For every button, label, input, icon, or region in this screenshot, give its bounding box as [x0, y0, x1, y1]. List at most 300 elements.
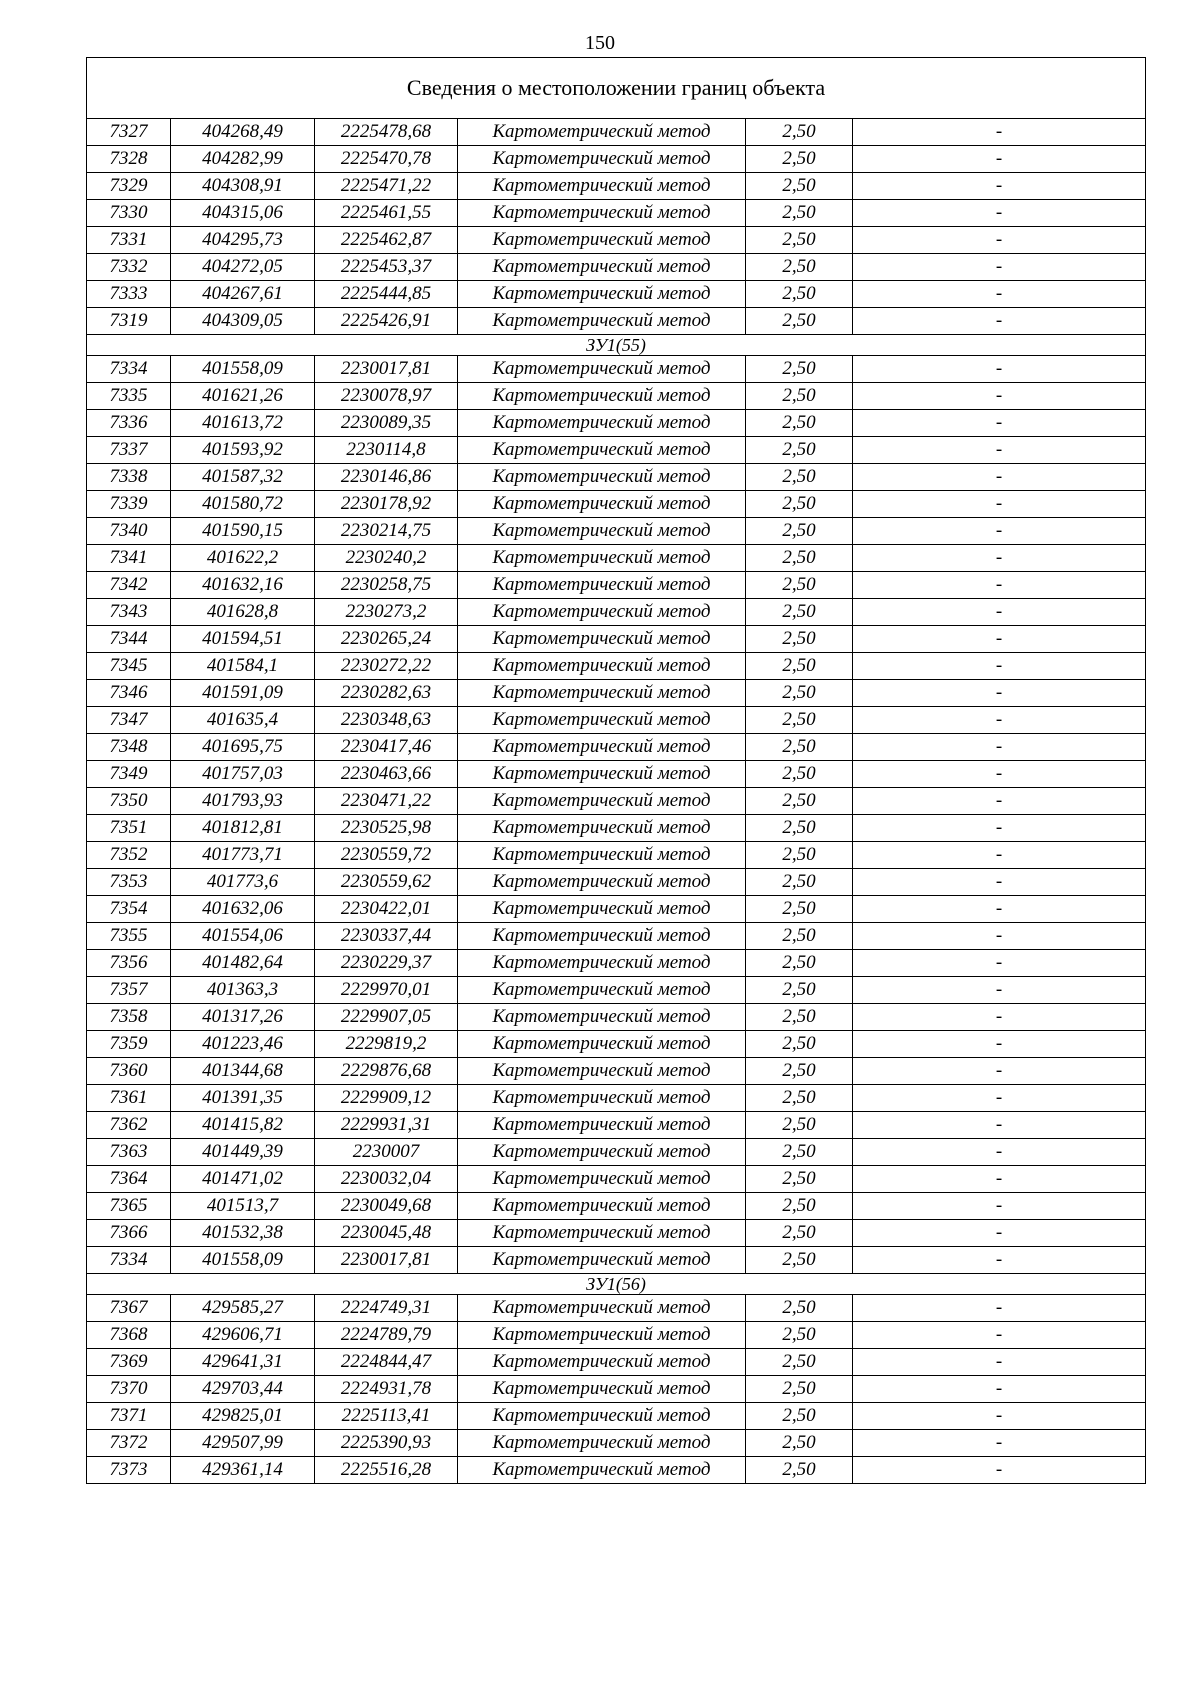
description-cell: -: [853, 1322, 1146, 1349]
y-coordinate-cell: 2224749,31: [315, 1295, 458, 1322]
x-coordinate-cell: 401613,72: [171, 410, 315, 437]
table-row: [87, 1295, 1146, 1322]
table-row: [87, 1031, 1146, 1058]
accuracy-cell: 2,50: [746, 1322, 853, 1349]
point-number-cell: 7347: [87, 707, 171, 734]
accuracy-cell: 2,50: [746, 707, 853, 734]
description-cell: -: [853, 356, 1146, 383]
method-cell: Картометрический метод: [458, 869, 746, 896]
x-coordinate-cell: 429825,01: [171, 1403, 315, 1430]
y-coordinate-cell: 2230017,81: [315, 1247, 458, 1274]
method-cell: Картометрический метод: [458, 545, 746, 572]
x-coordinate-cell: 401621,26: [171, 383, 315, 410]
x-coordinate-cell: 429361,14: [171, 1457, 315, 1484]
y-coordinate-cell: 2230463,66: [315, 761, 458, 788]
x-coordinate-cell: 429585,27: [171, 1295, 315, 1322]
y-coordinate-cell: 2230146,86: [315, 464, 458, 491]
accuracy-cell: 2,50: [746, 761, 853, 788]
accuracy-cell: 2,50: [746, 599, 853, 626]
table-row: [87, 464, 1146, 491]
accuracy-cell: 2,50: [746, 734, 853, 761]
x-coordinate-cell: 404272,05: [171, 254, 315, 281]
description-cell: -: [853, 308, 1146, 335]
description-cell: -: [853, 119, 1146, 146]
accuracy-cell: 2,50: [746, 119, 853, 146]
x-coordinate-cell: 401363,3: [171, 977, 315, 1004]
x-coordinate-cell: 401558,09: [171, 356, 315, 383]
method-cell: Картометрический метод: [458, 1247, 746, 1274]
description-cell: -: [853, 1058, 1146, 1085]
x-coordinate-cell: 429703,44: [171, 1376, 315, 1403]
y-coordinate-cell: 2229970,01: [315, 977, 458, 1004]
x-coordinate-cell: 404315,06: [171, 200, 315, 227]
accuracy-cell: 2,50: [746, 680, 853, 707]
description-cell: -: [853, 1457, 1146, 1484]
point-number-cell: 7369: [87, 1349, 171, 1376]
y-coordinate-cell: 2230417,46: [315, 734, 458, 761]
method-cell: Картометрический метод: [458, 1457, 746, 1484]
point-number-cell: 7365: [87, 1193, 171, 1220]
y-coordinate-cell: 2230017,81: [315, 356, 458, 383]
method-cell: Картометрический метод: [458, 1058, 746, 1085]
x-coordinate-cell: 401757,03: [171, 761, 315, 788]
description-cell: -: [853, 572, 1146, 599]
table-row: [87, 734, 1146, 761]
point-number-cell: 7330: [87, 200, 171, 227]
table-row: [87, 896, 1146, 923]
description-cell: -: [853, 734, 1146, 761]
y-coordinate-cell: 2230348,63: [315, 707, 458, 734]
table-row: [87, 518, 1146, 545]
x-coordinate-cell: 401695,75: [171, 734, 315, 761]
point-number-cell: 7335: [87, 383, 171, 410]
y-coordinate-cell: 2230422,01: [315, 896, 458, 923]
description-cell: -: [853, 1403, 1146, 1430]
x-coordinate-cell: 401773,71: [171, 842, 315, 869]
point-number-cell: 7359: [87, 1031, 171, 1058]
y-coordinate-cell: 2230525,98: [315, 815, 458, 842]
method-cell: Картометрический метод: [458, 491, 746, 518]
point-number-cell: 7363: [87, 1139, 171, 1166]
accuracy-cell: 2,50: [746, 788, 853, 815]
description-cell: -: [853, 518, 1146, 545]
x-coordinate-cell: 401593,92: [171, 437, 315, 464]
point-number-cell: 7329: [87, 173, 171, 200]
method-cell: Картометрический метод: [458, 1322, 746, 1349]
table-row: [87, 842, 1146, 869]
y-coordinate-cell: 2230240,2: [315, 545, 458, 572]
table-row: [87, 437, 1146, 464]
description-cell: -: [853, 1376, 1146, 1403]
accuracy-cell: 2,50: [746, 653, 853, 680]
x-coordinate-cell: 401513,7: [171, 1193, 315, 1220]
x-coordinate-cell: 401554,06: [171, 923, 315, 950]
table-row: [87, 1247, 1146, 1274]
table-title: Сведения о местоположении границ объекта: [87, 58, 1146, 119]
description-cell: -: [853, 281, 1146, 308]
description-cell: -: [853, 1139, 1146, 1166]
table-row: [87, 1193, 1146, 1220]
y-coordinate-cell: 2230272,22: [315, 653, 458, 680]
y-coordinate-cell: 2225478,68: [315, 119, 458, 146]
method-cell: Картометрический метод: [458, 950, 746, 977]
accuracy-cell: 2,50: [746, 437, 853, 464]
accuracy-cell: 2,50: [746, 1430, 853, 1457]
method-cell: Картометрический метод: [458, 896, 746, 923]
method-cell: Картометрический метод: [458, 119, 746, 146]
table-row: [87, 200, 1146, 227]
point-number-cell: 7356: [87, 950, 171, 977]
table-row: [87, 1166, 1146, 1193]
accuracy-cell: 2,50: [746, 308, 853, 335]
description-cell: -: [853, 200, 1146, 227]
x-coordinate-cell: 401628,8: [171, 599, 315, 626]
point-number-cell: 7370: [87, 1376, 171, 1403]
description-cell: -: [853, 437, 1146, 464]
table-row: [87, 923, 1146, 950]
description-cell: -: [853, 410, 1146, 437]
table-row: [87, 1457, 1146, 1484]
point-number-cell: 7339: [87, 491, 171, 518]
accuracy-cell: 2,50: [746, 518, 853, 545]
method-cell: Картометрический метод: [458, 707, 746, 734]
description-cell: -: [853, 815, 1146, 842]
x-coordinate-cell: 401594,51: [171, 626, 315, 653]
description-cell: -: [853, 1247, 1146, 1274]
x-coordinate-cell: 404282,99: [171, 146, 315, 173]
x-coordinate-cell: 401591,09: [171, 680, 315, 707]
description-cell: -: [853, 1193, 1146, 1220]
method-cell: Картометрический метод: [458, 1403, 746, 1430]
description-cell: -: [853, 491, 1146, 518]
accuracy-cell: 2,50: [746, 1139, 853, 1166]
point-number-cell: 7361: [87, 1085, 171, 1112]
accuracy-cell: 2,50: [746, 1349, 853, 1376]
accuracy-cell: 2,50: [746, 1058, 853, 1085]
y-coordinate-cell: 2225461,55: [315, 200, 458, 227]
table-row: [87, 119, 1146, 146]
method-cell: Картометрический метод: [458, 308, 746, 335]
table-row: [87, 491, 1146, 518]
point-number-cell: 7372: [87, 1430, 171, 1457]
method-cell: Картометрический метод: [458, 761, 746, 788]
point-number-cell: 7373: [87, 1457, 171, 1484]
table-row: [87, 410, 1146, 437]
description-cell: -: [853, 842, 1146, 869]
description-cell: -: [853, 653, 1146, 680]
method-cell: Картометрический метод: [458, 1004, 746, 1031]
table-row: [87, 1349, 1146, 1376]
accuracy-cell: 2,50: [746, 1085, 853, 1112]
accuracy-cell: 2,50: [746, 1166, 853, 1193]
description-cell: -: [853, 254, 1146, 281]
accuracy-cell: 2,50: [746, 1193, 853, 1220]
point-number-cell: 7367: [87, 1295, 171, 1322]
x-coordinate-cell: 401632,16: [171, 572, 315, 599]
accuracy-cell: 2,50: [746, 896, 853, 923]
point-number-cell: 7341: [87, 545, 171, 572]
x-coordinate-cell: 404268,49: [171, 119, 315, 146]
x-coordinate-cell: 401812,81: [171, 815, 315, 842]
description-cell: -: [853, 599, 1146, 626]
y-coordinate-cell: 2230049,68: [315, 1193, 458, 1220]
point-number-cell: 7348: [87, 734, 171, 761]
table-row: [87, 1220, 1146, 1247]
accuracy-cell: 2,50: [746, 842, 853, 869]
table-title-row: [87, 58, 1146, 119]
method-cell: Картометрический метод: [458, 572, 746, 599]
accuracy-cell: 2,50: [746, 200, 853, 227]
point-number-cell: 7338: [87, 464, 171, 491]
method-cell: Картометрический метод: [458, 923, 746, 950]
point-number-cell: 7360: [87, 1058, 171, 1085]
point-number-cell: 7334: [87, 1247, 171, 1274]
accuracy-cell: 2,50: [746, 1004, 853, 1031]
section-label: ЗУ1(56): [87, 1274, 1146, 1295]
accuracy-cell: 2,50: [746, 1376, 853, 1403]
table-row: [87, 1376, 1146, 1403]
accuracy-cell: 2,50: [746, 146, 853, 173]
table-row: [87, 1058, 1146, 1085]
method-cell: Картометрический метод: [458, 1376, 746, 1403]
x-coordinate-cell: 404295,73: [171, 227, 315, 254]
accuracy-cell: 2,50: [746, 815, 853, 842]
point-number-cell: 7333: [87, 281, 171, 308]
y-coordinate-cell: 2230214,75: [315, 518, 458, 545]
description-cell: -: [853, 896, 1146, 923]
accuracy-cell: 2,50: [746, 977, 853, 1004]
accuracy-cell: 2,50: [746, 464, 853, 491]
point-number-cell: 7355: [87, 923, 171, 950]
accuracy-cell: 2,50: [746, 227, 853, 254]
method-cell: Картометрический метод: [458, 281, 746, 308]
description-cell: -: [853, 1031, 1146, 1058]
accuracy-cell: 2,50: [746, 923, 853, 950]
table-row: [87, 680, 1146, 707]
point-number-cell: 7342: [87, 572, 171, 599]
accuracy-cell: 2,50: [746, 869, 853, 896]
y-coordinate-cell: 2230282,63: [315, 680, 458, 707]
method-cell: Картометрический метод: [458, 1193, 746, 1220]
x-coordinate-cell: 401587,32: [171, 464, 315, 491]
table-row: [87, 788, 1146, 815]
description-cell: -: [853, 1349, 1146, 1376]
accuracy-cell: 2,50: [746, 491, 853, 518]
x-coordinate-cell: 401584,1: [171, 653, 315, 680]
table-row: [87, 146, 1146, 173]
description-cell: -: [853, 923, 1146, 950]
table-row: [87, 383, 1146, 410]
accuracy-cell: 2,50: [746, 950, 853, 977]
accuracy-cell: 2,50: [746, 281, 853, 308]
accuracy-cell: 2,50: [746, 1112, 853, 1139]
description-cell: -: [853, 1085, 1146, 1112]
description-cell: -: [853, 680, 1146, 707]
y-coordinate-cell: 2224931,78: [315, 1376, 458, 1403]
point-number-cell: 7358: [87, 1004, 171, 1031]
y-coordinate-cell: 2229907,05: [315, 1004, 458, 1031]
point-number-cell: 7334: [87, 356, 171, 383]
description-cell: -: [853, 977, 1146, 1004]
x-coordinate-cell: 401580,72: [171, 491, 315, 518]
method-cell: Картометрический метод: [458, 1295, 746, 1322]
table-row: [87, 815, 1146, 842]
y-coordinate-cell: 2224844,47: [315, 1349, 458, 1376]
y-coordinate-cell: 2225470,78: [315, 146, 458, 173]
table-row: [87, 1112, 1146, 1139]
x-coordinate-cell: 401622,2: [171, 545, 315, 572]
table-row: [87, 1430, 1146, 1457]
description-cell: -: [853, 227, 1146, 254]
point-number-cell: 7337: [87, 437, 171, 464]
method-cell: Картометрический метод: [458, 146, 746, 173]
x-coordinate-cell: 401415,82: [171, 1112, 315, 1139]
section-label: ЗУ1(55): [87, 335, 1146, 356]
method-cell: Картометрический метод: [458, 815, 746, 842]
y-coordinate-cell: 2230265,24: [315, 626, 458, 653]
method-cell: Картометрический метод: [458, 977, 746, 1004]
y-coordinate-cell: 2229931,31: [315, 1112, 458, 1139]
description-cell: -: [853, 545, 1146, 572]
y-coordinate-cell: 2230178,92: [315, 491, 458, 518]
x-coordinate-cell: 401532,38: [171, 1220, 315, 1247]
point-number-cell: 7362: [87, 1112, 171, 1139]
y-coordinate-cell: 2230007: [315, 1139, 458, 1166]
y-coordinate-cell: 2229819,2: [315, 1031, 458, 1058]
method-cell: Картометрический метод: [458, 227, 746, 254]
y-coordinate-cell: 2230089,35: [315, 410, 458, 437]
accuracy-cell: 2,50: [746, 572, 853, 599]
accuracy-cell: 2,50: [746, 1220, 853, 1247]
table-row: [87, 599, 1146, 626]
point-number-cell: 7350: [87, 788, 171, 815]
y-coordinate-cell: 2225113,41: [315, 1403, 458, 1430]
point-number-cell: 7319: [87, 308, 171, 335]
description-cell: -: [853, 1295, 1146, 1322]
table-row: [87, 761, 1146, 788]
table-row: [87, 707, 1146, 734]
y-coordinate-cell: 2229876,68: [315, 1058, 458, 1085]
table-row: [87, 356, 1146, 383]
y-coordinate-cell: 2230045,48: [315, 1220, 458, 1247]
method-cell: Картометрический метод: [458, 200, 746, 227]
x-coordinate-cell: 401793,93: [171, 788, 315, 815]
y-coordinate-cell: 2225390,93: [315, 1430, 458, 1457]
method-cell: Картометрический метод: [458, 410, 746, 437]
description-cell: -: [853, 707, 1146, 734]
y-coordinate-cell: 2230337,44: [315, 923, 458, 950]
x-coordinate-cell: 404309,05: [171, 308, 315, 335]
method-cell: Картометрический метод: [458, 1085, 746, 1112]
x-coordinate-cell: 404308,91: [171, 173, 315, 200]
method-cell: Картометрический метод: [458, 173, 746, 200]
table-row: [87, 1004, 1146, 1031]
description-cell: -: [853, 788, 1146, 815]
point-number-cell: 7351: [87, 815, 171, 842]
method-cell: Картометрический метод: [458, 1031, 746, 1058]
accuracy-cell: 2,50: [746, 173, 853, 200]
description-cell: -: [853, 761, 1146, 788]
point-number-cell: 7340: [87, 518, 171, 545]
y-coordinate-cell: 2230559,72: [315, 842, 458, 869]
point-number-cell: 7345: [87, 653, 171, 680]
x-coordinate-cell: 401590,15: [171, 518, 315, 545]
y-coordinate-cell: 2225471,22: [315, 173, 458, 200]
method-cell: Картометрический метод: [458, 680, 746, 707]
point-number-cell: 7354: [87, 896, 171, 923]
y-coordinate-cell: 2230229,37: [315, 950, 458, 977]
table-row: [87, 281, 1146, 308]
point-number-cell: 7336: [87, 410, 171, 437]
method-cell: Картометрический метод: [458, 254, 746, 281]
boundary-coordinates-table: [86, 57, 1146, 1484]
table-row: [87, 869, 1146, 896]
table-row: [87, 977, 1146, 1004]
point-number-cell: 7368: [87, 1322, 171, 1349]
method-cell: Картометрический метод: [458, 1139, 746, 1166]
description-cell: -: [853, 1166, 1146, 1193]
accuracy-cell: 2,50: [746, 410, 853, 437]
table-row: [87, 173, 1146, 200]
y-coordinate-cell: 2224789,79: [315, 1322, 458, 1349]
point-number-cell: 7357: [87, 977, 171, 1004]
table-row: [87, 1085, 1146, 1112]
accuracy-cell: 2,50: [746, 254, 853, 281]
description-cell: -: [853, 464, 1146, 491]
accuracy-cell: 2,50: [746, 356, 853, 383]
point-number-cell: 7327: [87, 119, 171, 146]
y-coordinate-cell: 2230078,97: [315, 383, 458, 410]
x-coordinate-cell: 429507,99: [171, 1430, 315, 1457]
y-coordinate-cell: 2230471,22: [315, 788, 458, 815]
description-cell: -: [853, 950, 1146, 977]
point-number-cell: 7344: [87, 626, 171, 653]
table-row: [87, 1139, 1146, 1166]
point-number-cell: 7364: [87, 1166, 171, 1193]
accuracy-cell: 2,50: [746, 1457, 853, 1484]
point-number-cell: 7352: [87, 842, 171, 869]
section-header-row: [87, 1274, 1146, 1295]
point-number-cell: 7332: [87, 254, 171, 281]
description-cell: -: [853, 1004, 1146, 1031]
y-coordinate-cell: 2230114,8: [315, 437, 458, 464]
x-coordinate-cell: 401344,68: [171, 1058, 315, 1085]
description-cell: -: [853, 1220, 1146, 1247]
table-row: [87, 227, 1146, 254]
method-cell: Картометрический метод: [458, 464, 746, 491]
method-cell: Картометрический метод: [458, 653, 746, 680]
table-row: [87, 950, 1146, 977]
x-coordinate-cell: 401773,6: [171, 869, 315, 896]
x-coordinate-cell: 404267,61: [171, 281, 315, 308]
method-cell: Картометрический метод: [458, 1112, 746, 1139]
description-cell: -: [853, 626, 1146, 653]
method-cell: Картометрический метод: [458, 1166, 746, 1193]
x-coordinate-cell: 401558,09: [171, 1247, 315, 1274]
method-cell: Картометрический метод: [458, 1220, 746, 1247]
method-cell: Картометрический метод: [458, 518, 746, 545]
method-cell: Картометрический метод: [458, 599, 746, 626]
description-cell: -: [853, 1112, 1146, 1139]
description-cell: -: [853, 869, 1146, 896]
x-coordinate-cell: 429641,31: [171, 1349, 315, 1376]
y-coordinate-cell: 2225516,28: [315, 1457, 458, 1484]
table-row: [87, 653, 1146, 680]
section-header-row: [87, 335, 1146, 356]
method-cell: Картометрический метод: [458, 842, 746, 869]
method-cell: Картометрический метод: [458, 383, 746, 410]
method-cell: Картометрический метод: [458, 1349, 746, 1376]
